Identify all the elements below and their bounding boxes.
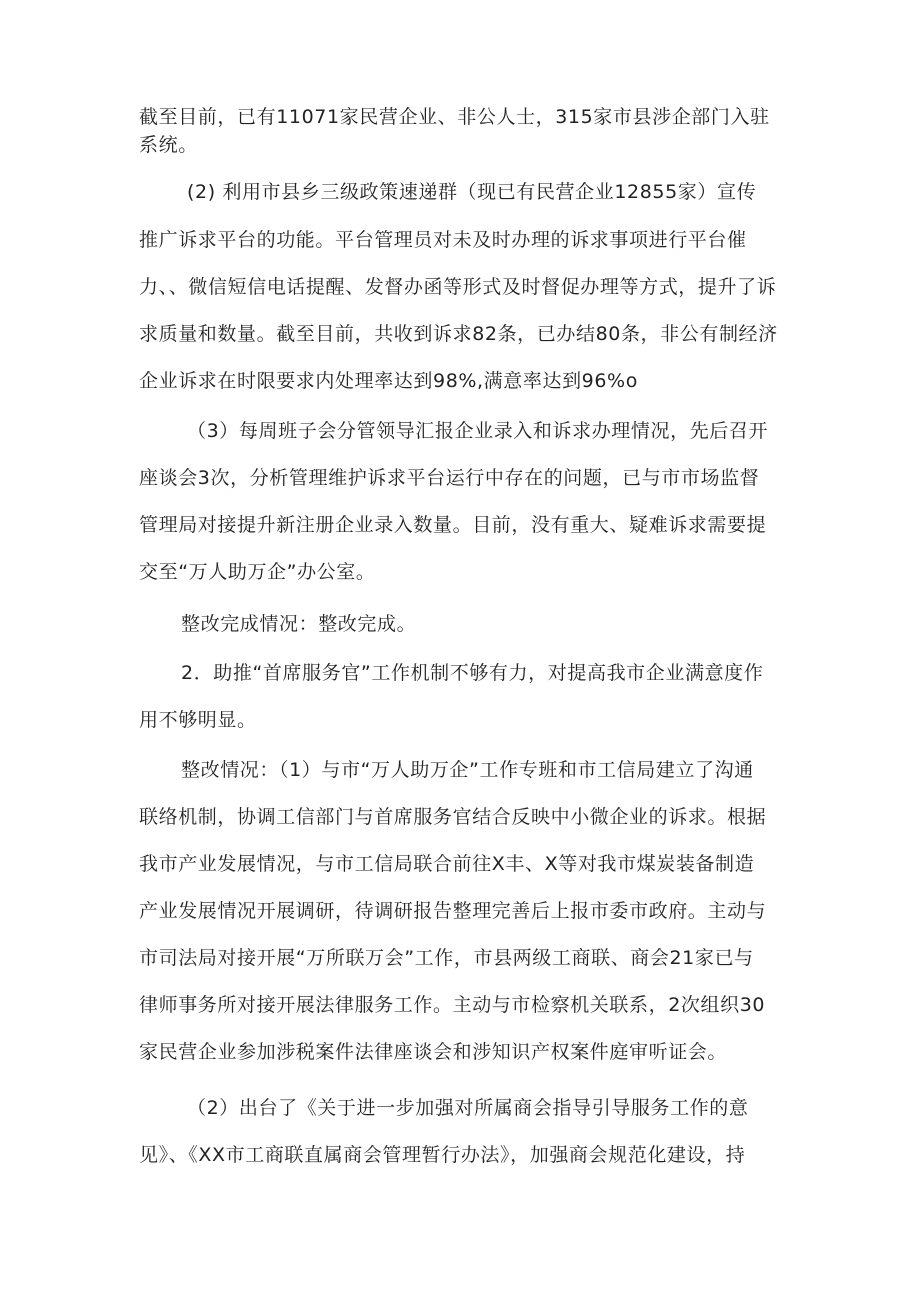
paragraph-line: 律师事务所对接开展法律服务工作。主动与市检察机关联系，2次组织30 [139,994,766,1016]
paragraph-line: 2．助推“首席服务官”工作机制不够有力，对提高我市企业满意度作 [181,662,764,684]
paragraph-line: 产业发展情况开展调研，待调研报告整理完善后上报市委市政府。主动与 [139,900,767,922]
paragraph-line: 力、、微信短信电话提醒、发督办函等形式及时督促办理等方式，提升了诉 [139,276,777,298]
paragraph-line: 截至目前，已有11071家民营企业、非公人士，315家市县涉企部门入驻 [139,106,770,128]
paragraph-line: （2）出台了《关于进一步加强对所属商会指导引导服务工作的意 [187,1097,749,1119]
paragraph-line: 家民营企业参加涉税案件法律座谈会和涉知识产权案件庭审听证会。 [139,1041,728,1063]
paragraph-line: 用不够明显。 [139,709,257,731]
paragraph-line: (2) 利用市县乡三级政策速递群（现已有民营企业12855家）宣传 [187,181,757,203]
paragraph-line: 推广诉求平台的功能。平台管理员对未及时办理的诉求事项进行平台催 [139,229,747,251]
paragraph-line: （3）每周班子会分管领导汇报企业录入和诉求办理情况，先后召开 [187,420,769,442]
paragraph-line: 求质量和数量。截至目前，共收到诉求82条，已办结80条，非公有制经济 [139,323,778,345]
paragraph-line: 我市产业发展情况，与市工信局联合前往X丰、X等对我市煤炭装备制造 [139,853,755,875]
paragraph-line: 交至“万人助万企”办公室。 [139,561,376,583]
paragraph-line: 座谈会3次，分析管理维护诉求平台运行中存在的问题，已与市市场监督 [139,467,760,489]
paragraph-line: 联络机制，协调工信部门与首席服务官结合反映中小微企业的诉求。根据 [139,806,767,828]
paragraph-line: 市司法局对接开展“万所联万会”工作，市县两级工商联、商会21家已与 [139,947,754,969]
paragraph-line: 企业诉求在时限要求内处理率达到98%,满意率达到96%o [139,370,638,392]
paragraph-line: 见》、《XX市工商联直属商会管理暂行办法》，加强商会规范化建设，持 [139,1144,746,1166]
paragraph-line: 整改完成情况：整改完成。 [181,613,417,635]
paragraph-line: 整改情况：（1）与市“万人助万企”工作专班和市工信局建立了沟通 [181,759,754,781]
paragraph-line: 管理局对接提升新注册企业录入数量。目前，没有重大、疑难诉求需要提 [139,514,767,536]
paragraph-line: 系统。 [139,134,198,156]
